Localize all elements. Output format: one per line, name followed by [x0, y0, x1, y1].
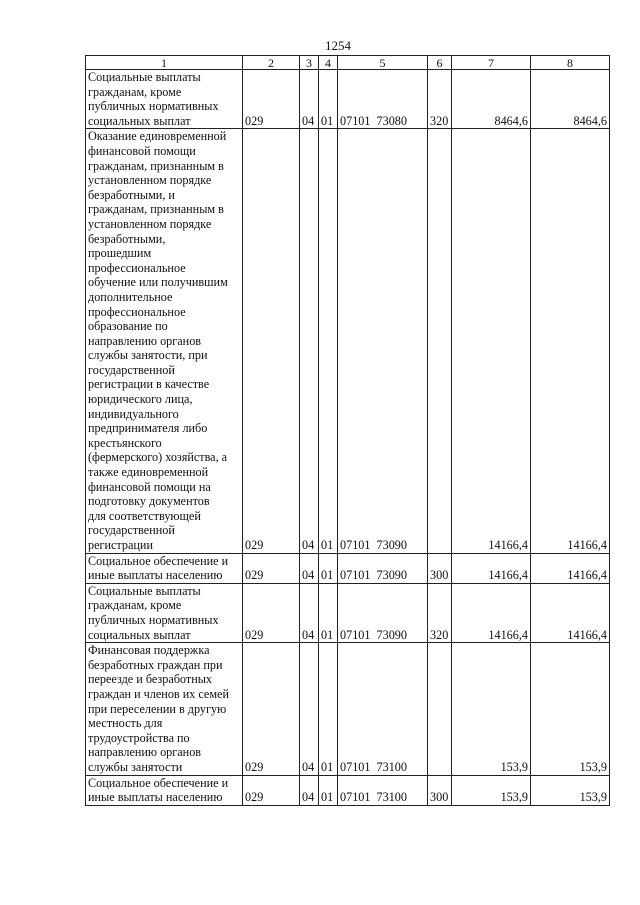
subsection-code: 01 — [319, 643, 338, 775]
amount-col8: 153,9 — [531, 643, 610, 775]
amount-col7: 153,9 — [452, 643, 531, 775]
section-code: 04 — [300, 583, 319, 642]
ministry-code: 029 — [243, 643, 300, 775]
column-header: 3 — [300, 56, 319, 70]
expense-name: Социальные выплаты гражданам, кроме публичных нормативных социальных выплат — [86, 70, 243, 129]
amount-col7: 8464,6 — [452, 70, 531, 129]
subsection-code: 01 — [319, 775, 338, 805]
ministry-code: 029 — [243, 553, 300, 583]
section-code: 04 — [300, 775, 319, 805]
ministry-code: 029 — [243, 70, 300, 129]
amount-col7: 14166,4 — [452, 129, 531, 553]
column-header: 1 — [86, 56, 243, 70]
budget-table — [85, 55, 610, 806]
amount-col7: 153,9 — [452, 775, 531, 805]
target-article-code: 07101 73090 — [338, 583, 428, 642]
column-header: 4 — [319, 56, 338, 70]
expense-name: Социальное обеспечение и иные выплаты населению — [86, 553, 243, 583]
section-code: 04 — [300, 643, 319, 775]
ministry-code: 029 — [243, 775, 300, 805]
page-number: 1254 — [325, 38, 351, 53]
target-article-code: 07101 73100 — [338, 775, 428, 805]
column-header: 2 — [243, 56, 300, 70]
amount-col8: 8464,6 — [531, 70, 610, 129]
table-row — [86, 775, 610, 805]
expense-type-code — [428, 643, 452, 775]
table-row — [86, 583, 610, 642]
expense-type-code: 320 — [428, 583, 452, 642]
table-row — [86, 643, 610, 775]
ministry-code: 029 — [243, 583, 300, 642]
column-header-row — [86, 56, 610, 70]
section-code: 04 — [300, 553, 319, 583]
expense-type-code: 300 — [428, 553, 452, 583]
table-row — [86, 129, 610, 553]
target-article-code: 07101 73080 — [338, 70, 428, 129]
subsection-code: 01 — [319, 70, 338, 129]
amount-col7: 14166,4 — [452, 583, 531, 642]
column-header: 7 — [452, 56, 531, 70]
amount-col8: 14166,4 — [531, 583, 610, 642]
expense-type-code: 320 — [428, 70, 452, 129]
expense-name: Оказание единовременной финансовой помощи гражданам, признанным в установленном порядке безработными, и гражданам, признанным в установленном порядке безработными, прошедшим профессиональное обучение или получившим дополнительное профессиональное образование по направлению органов службы занятости, при государственной регистрации в качестве юридического лица, индивидуального предпринимателя либо крестьянского (фермерского) хозяйства, а также единовременной финансовой помощи на подготовку документов для соответствующей государственной регистрации — [86, 129, 243, 553]
subsection-code: 01 — [319, 129, 338, 553]
expense-type-code — [428, 129, 452, 553]
section-code: 04 — [300, 70, 319, 129]
amount-col8: 153,9 — [531, 775, 610, 805]
expense-name: Социальные выплаты гражданам, кроме публичных нормативных социальных выплат — [86, 583, 243, 642]
amount-col7: 14166,4 — [452, 553, 531, 583]
table-row — [86, 70, 610, 129]
column-header: 5 — [338, 56, 428, 70]
amount-col8: 14166,4 — [531, 129, 610, 553]
target-article-code: 07101 73090 — [338, 129, 428, 553]
amount-col8: 14166,4 — [531, 553, 610, 583]
expense-type-code: 300 — [428, 775, 452, 805]
target-article-code: 07101 73090 — [338, 553, 428, 583]
column-header: 6 — [428, 56, 452, 70]
expense-name: Финансовая поддержка безработных граждан при переезде и безработных граждан и членов их семей при переселении в другую местность для трудоустройства по направлению органов службы занятости — [86, 643, 243, 775]
table-row — [86, 553, 610, 583]
ministry-code: 029 — [243, 129, 300, 553]
section-code: 04 — [300, 129, 319, 553]
target-article-code: 07101 73100 — [338, 643, 428, 775]
subsection-code: 01 — [319, 553, 338, 583]
expense-name: Социальное обеспечение и иные выплаты населению — [86, 775, 243, 805]
subsection-code: 01 — [319, 583, 338, 642]
column-header: 8 — [531, 56, 610, 70]
